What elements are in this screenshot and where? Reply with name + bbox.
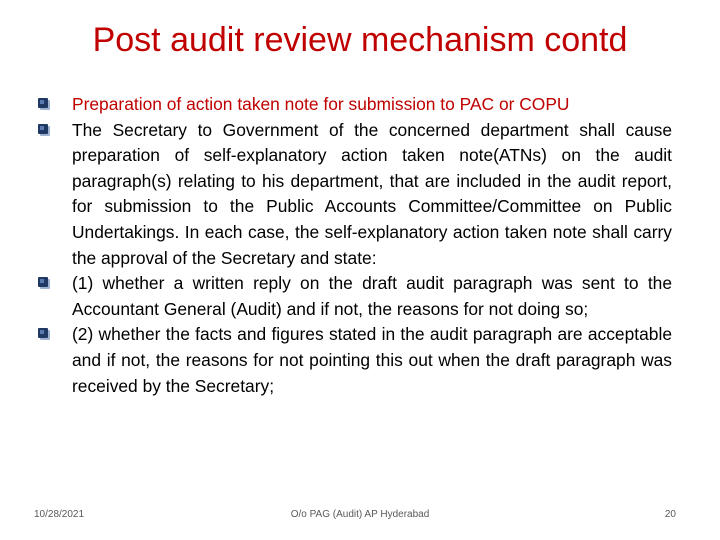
checkbox-bullet-icon <box>38 328 48 338</box>
checkbox-bullet-icon <box>38 277 48 287</box>
bullet-item <box>34 118 672 272</box>
bullet-text: The Secretary to Government of the concerned department shall cause preparation of self-explanatory action taken note(ATNs) on the audit paragraph(s) relating to his department, that are included in the audit report, for submission to the Public Accounts Committee/Committee on Public Undertakings. In each case, the self-explanatory action taken note shall carry the approval of the Secretary and state: <box>72 119 672 268</box>
bullet-text: Preparation of action taken note for submission to PAC or COPU <box>72 94 570 114</box>
checkbox-bullet-icon <box>38 124 48 134</box>
bullet-item <box>34 271 672 322</box>
bullet-text: (2) whether the facts and figures stated in the audit paragraph are acceptable and if not, the reasons for not pointing this out when the draft paragraph was received by the Secretary; <box>72 324 672 396</box>
bullet-item <box>34 92 672 118</box>
footer-office: O/o PAG (Audit) AP Hyderabad <box>290 509 430 520</box>
footer-date: 10/28/2021 <box>34 509 85 520</box>
slide-number: 20 <box>664 509 676 520</box>
bullet-item <box>34 322 672 399</box>
bullet-text: (1) whether a written reply on the draft audit paragraph was sent to the Accountant General (Audit) and if not, the reasons for not doing so; <box>72 273 672 319</box>
slide-title: Post audit review mechanism contd <box>92 21 628 59</box>
checkbox-bullet-icon <box>38 98 48 108</box>
bullet-list <box>34 92 672 399</box>
